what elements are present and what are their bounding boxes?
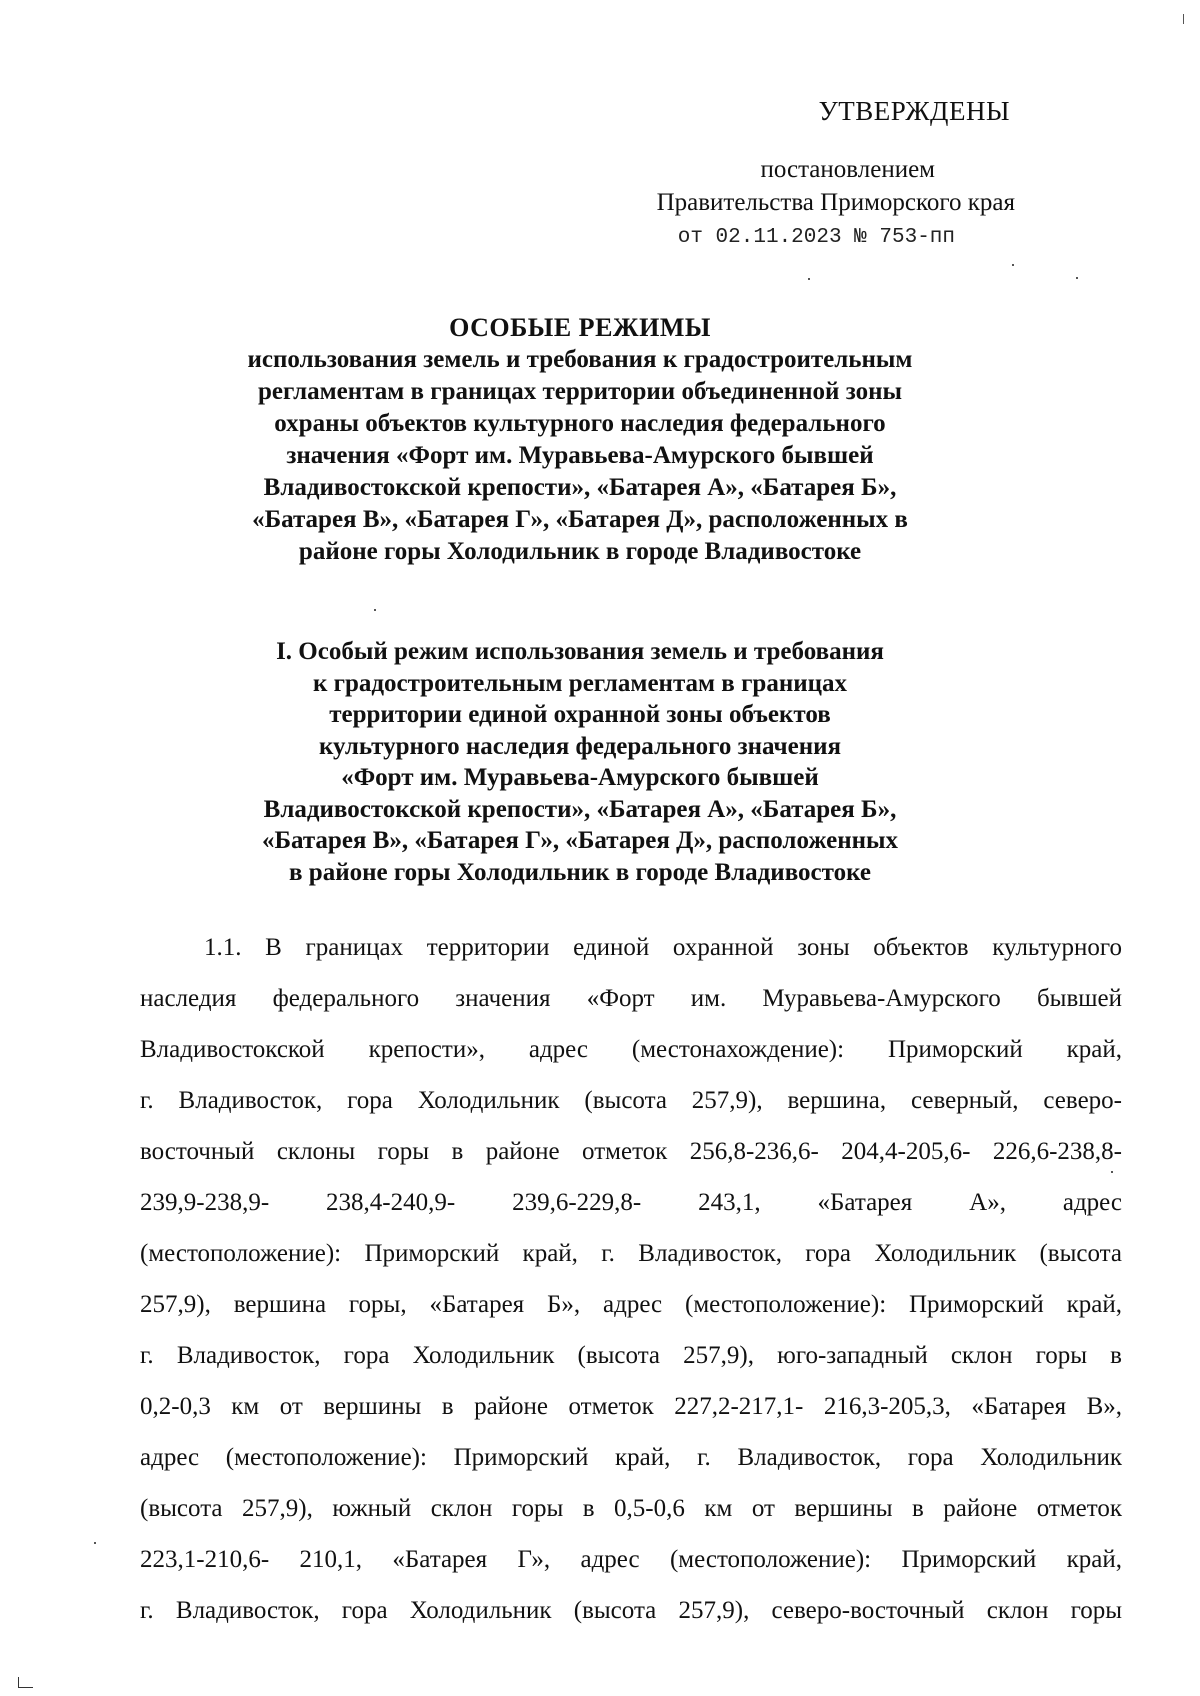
section-heading-line: территории единой охранной зоны объектов [329,701,831,728]
body-line: г. Владивосток, гора Холодильник (высота 257,9), северо-восточный склон горы [140,1597,1122,1624]
scan-dot [1076,277,1078,279]
scan-dot [374,609,376,611]
section-heading-line: в районе горы Холодильник в городе Владивостоке [289,858,871,886]
body-line: Владивостокской крепости», адрес (местонахождение): Приморский край, [140,1036,1122,1063]
approval-date-number: от 02.11.2023 № 753-пп [677,226,955,249]
body-line: (высота 257,9), южный склон горы в 0,5-0,6 км от вершины в районе отметок [140,1495,1122,1522]
body-line: 223,1-210,6- 210,1, «Батарея Г», адрес (местоположение): Приморский край, [140,1546,1122,1573]
body-line: 0,2-0,3 км от вершины в районе отметок 227,2-217,1- 216,3-205,3, «Батарея В», [140,1393,1122,1420]
scan-dot [94,1542,96,1544]
title-line: охраны объектов культурного наследия федерального [274,410,886,437]
body-line: г. Владивосток, гора Холодильник (высота 257,9), вершина, северный, северо- [140,1087,1122,1114]
body-line: 1.1. В границах территории единой охранной зоны объектов культурного [204,934,1122,961]
title-line: регламентам в границах территории объединенной зоны [257,378,903,405]
scan-dot [1111,1171,1113,1173]
body-line: г. Владивосток, гора Холодильник (высота 257,9), юго-западный склон горы в [140,1342,1122,1369]
scan-dot [1183,14,1184,24]
title-line: Владивостокской крепости», «Батарея А», «Батарея Б», [263,474,897,501]
section-heading-line: «Батарея В», «Батарея Г», «Батарея Д», расположенных [261,827,899,854]
corner-crop-mark [18,1677,33,1688]
body-line: 257,9), вершина горы, «Батарея Б», адрес (местоположение): Приморский край, [140,1291,1122,1318]
title-line: районе горы Холодильник в городе Владивостоке [298,538,862,565]
body-paragraph [140,922,1122,1636]
body-line: наследия федерального значения «Форт им. Муравьева-Амурского бывшей [140,985,1122,1012]
approval-government-line: Правительства Приморского края [656,189,1015,216]
section-heading-line: «Форт им. Муравьева-Амурского бывшей [341,764,819,791]
scan-dot [1012,264,1014,266]
section-heading-line: Владивостокской крепости», «Батарея А», «Батарея Б», [263,795,897,823]
body-line: (местоположение): Приморский край, г. Владивосток, гора Холодильник (высота [140,1240,1122,1267]
section-heading-line: I. Особый режим использования земель и требования [276,638,884,665]
title-line: «Батарея В», «Батарея Г», «Батарея Д», расположенных в [252,506,908,533]
scan-dot [808,278,810,280]
body-line: восточный склоны горы в районе отметок 256,8-236,6- 204,4-205,6- 226,6-238,8- [140,1138,1122,1165]
document-title [140,312,1020,568]
section-heading-line: культурного наследия федерального значения [318,732,842,760]
approval-heading: УТВЕРЖДЕНЫ [818,96,1010,126]
body-line: 239,9-238,9- 238,4-240,9- 239,6-229,8- 243,1, «Батарея А», адрес [140,1189,1122,1216]
title-line: значения «Форт им. Муравьева-Амурского бывшей [286,442,874,469]
section-heading [140,636,1020,888]
title-main: ОСОБЫЕ РЕЖИМЫ [449,313,711,342]
title-line: использования земель и требования к градостроительным [247,346,913,373]
approval-resolution-line: постановлением [760,156,935,183]
section-heading-line: к градостроительным регламентам в границах [312,669,848,697]
body-line: адрес (местоположение): Приморский край, г. Владивосток, гора Холодильник [140,1444,1122,1471]
